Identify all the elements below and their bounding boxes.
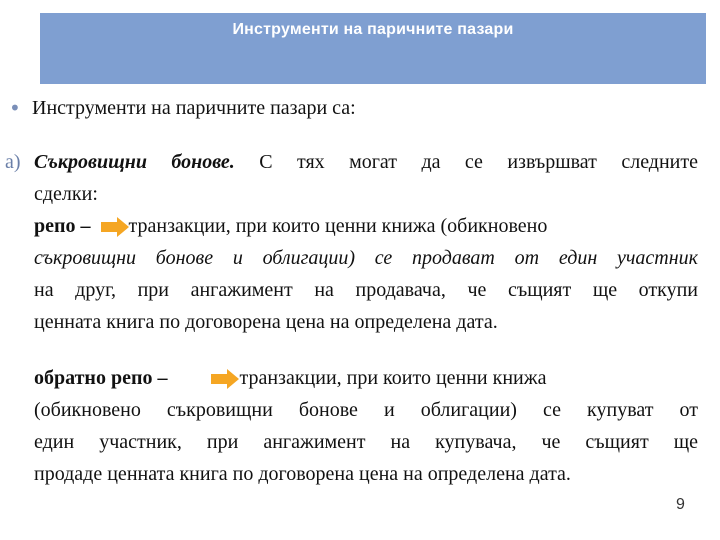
repo-line2: съкровищни бонове и облигации) се продават от един участник [34,247,698,269]
reverse-repo-line4: продаде ценната книга по договорена цена на определена дата. [34,463,571,485]
right-arrow-icon [211,369,239,389]
reverse-repo-line3: един участник, при ангажимент на купувача, че същият ще [34,431,698,453]
reverse-repo-label: обратно репо – [34,367,168,389]
item-marker: а) [5,151,21,173]
reverse-repo-line2: (обикновено съкровищни бонове и облигации) се купуват от [34,399,698,421]
item-a-line2: сделки: [34,183,98,205]
title-bar [40,13,706,84]
item-a-line1-rest: С тях могат да се извършват следните [234,151,698,173]
bullet-dot-icon: • [9,96,21,120]
slide-title: Инструменти на паричните пазари [232,21,514,38]
item-a-heading: Съкровищни бонове. [34,151,235,173]
bullet-text: Инструменти на паричните пазари са: [32,97,356,119]
bullet-line [0,94,720,124]
item-a-line1 [34,146,698,178]
reverse-repo-block [34,362,698,490]
page-number: 9 [676,496,685,513]
repo-line4: ценната книга по договорена цена на определена дата. [34,311,498,333]
repo-label: репо – [34,215,91,237]
reverse-repo-line1 [34,362,698,394]
repo-line1 [34,210,698,242]
reverse-repo-line1-rest: транзакции, при които ценни книжа [239,367,547,389]
right-arrow-icon [101,217,129,237]
repo-line3: на друг, при ангажимент на продавача, че същият ще откупи [34,279,698,301]
item-a-block [34,146,698,338]
repo-line1-rest: транзакции, при които ценни книжа (обикновено [128,215,548,237]
